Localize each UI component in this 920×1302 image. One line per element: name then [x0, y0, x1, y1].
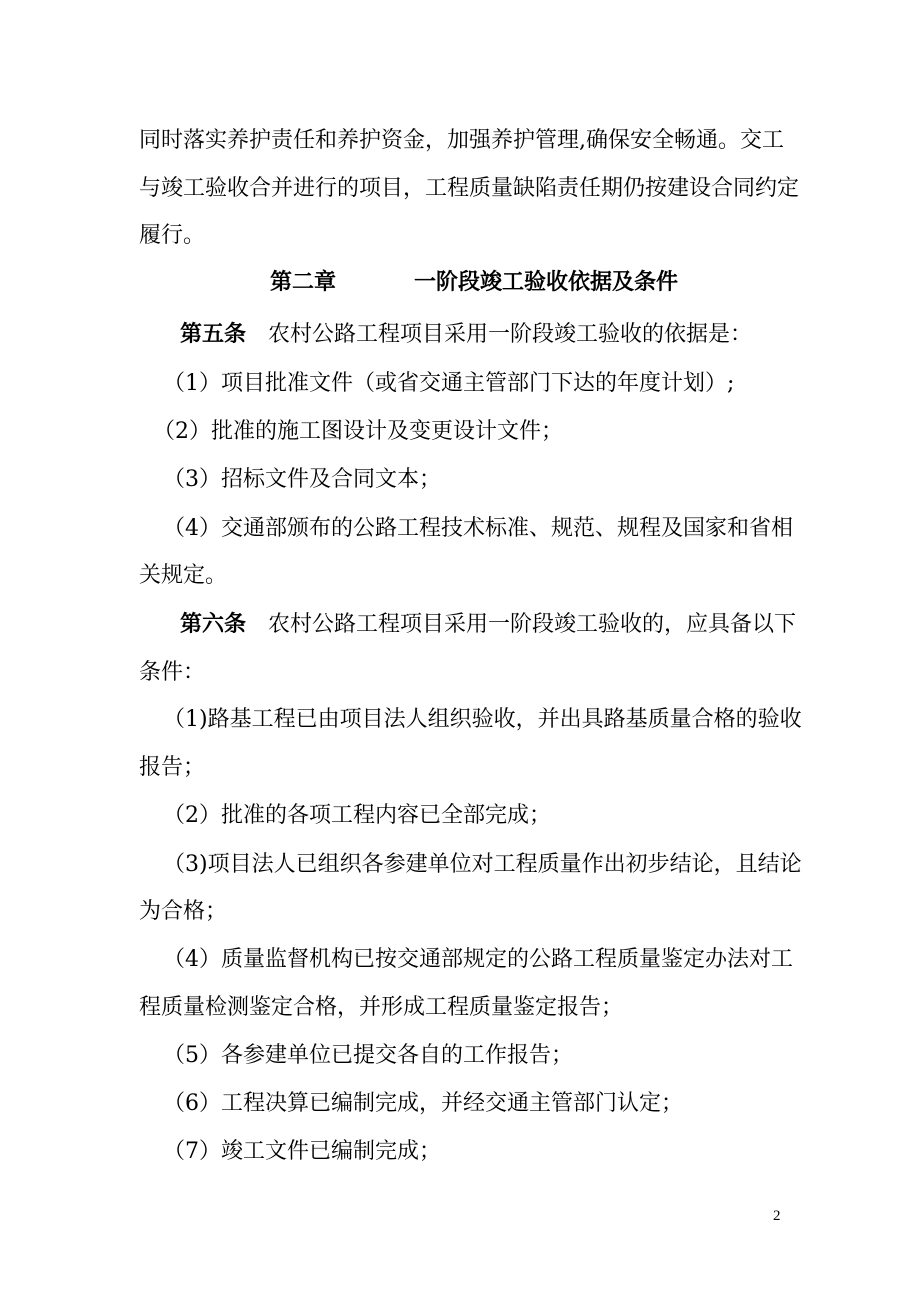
article-5-text: 农村公路工程项目采用一阶段竣工验收的依据是：: [268, 322, 753, 347]
article-6: [180, 610, 796, 639]
article-6-item: （2）批准的各项工程内容已全部完成；: [163, 803, 551, 828]
article-6-item: （1)路基工程已由项目法人组织验收，并出具路基质量合格的验收: [163, 707, 802, 732]
article-6-item: （3)项目法人已组织各参建单位对工程质量作出初步结论，且结论: [163, 852, 802, 877]
article-6-text-cont: 条件：: [139, 660, 206, 685]
article-6-item: （5）各参建单位已提交各自的工作报告；: [163, 1043, 573, 1068]
article-5-item: （4）交通部颁布的公路工程技术标准、规范、规程及国家和省相: [163, 516, 793, 541]
article-6-text: 农村公路工程项目采用一阶段竣工验收的，应具备以下: [268, 612, 797, 637]
article-5-item: （2）批准的施工图设计及变更设计文件；: [153, 419, 563, 444]
article-5-item: 关规定。: [139, 563, 228, 588]
article-6-item: （6）工程决算已编制完成，并经交通主管部门认定；: [163, 1091, 683, 1116]
article-5-label: 第五条: [180, 321, 247, 347]
chapter-title: 一阶段竣工验收依据及条件: [414, 269, 679, 295]
chapter-number: 第二章: [270, 269, 337, 295]
body-line: 与竣工验收合并进行的项目，工程质量缺陷责任期仍按建设合同约定: [139, 176, 800, 201]
article-5: [180, 320, 752, 349]
article-6-item: （7）竣工文件已编制完成；: [163, 1139, 441, 1164]
chapter-heading: [270, 268, 678, 296]
article-5-item: （3）招标文件及合同文本；: [163, 467, 441, 492]
article-6-item: 报告；: [139, 755, 206, 780]
article-6-label: 第六条: [180, 611, 247, 637]
article-6-item: 程质量检测鉴定合格，并形成工程质量鉴定报告；: [139, 995, 624, 1020]
article-6-item: （4）质量监督机构已按交通部规定的公路工程质量鉴定办法对工: [163, 947, 793, 972]
article-6-item: 为合格；: [139, 899, 228, 924]
body-line: 履行。: [139, 223, 206, 248]
article-5-item: （1）项目批准文件（或省交通主管部门下达的年度计划）;: [163, 371, 735, 396]
body-line: 同时落实养护责任和养护资金，加强养护管理,确保安全畅通。交工: [139, 128, 784, 153]
page-number: 2: [773, 1208, 781, 1224]
